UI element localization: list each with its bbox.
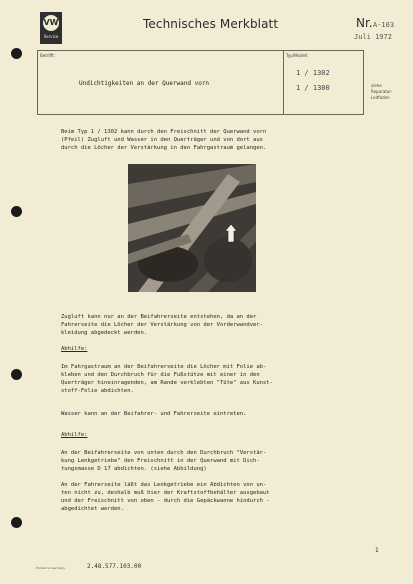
punch-hole (11, 206, 22, 217)
wasser-paragraph: Wasser kann an der Beifahrer- und Fahrerseite eintreten. (61, 411, 247, 417)
number-value: A-103 (373, 21, 395, 29)
printed-note: Printed in Germany (36, 566, 66, 570)
number-label: Nr. (356, 16, 373, 30)
abhilfe-paragraph-2: An der Beifahrerseite von unten durch den Durchbruch "Verstär- kung Lenkgetriebe" den Freischnitt in der Querwand mit Dich- tungsmasse D 17 abdichten. (siehe Abbildung) An der Fahrerseite läßt das Lenkgetriebe ein Abdichten von un- ten nicht zu, deshalb muß hier der Kraftstoffbehälter ausgebaut und der Freischnitt von oben - durch die Gepäckwanne hindurch - abgedichtet werden. (61, 450, 270, 512)
page-number: 1 (375, 547, 379, 554)
page-title: Technisches Merkblatt (143, 17, 279, 31)
intro-paragraph: Beim Typ 1 / 1302 kann durch den Freischnitt der Querwand vorn (Pfeil) Zugluft und Wasser in den Querträger und von dort aus durch die Löcher der Verstärkung in den Fahrgastraum gelangen. (61, 129, 267, 151)
type-model-2: 1 / 1300 (296, 84, 330, 92)
punch-hole (11, 517, 22, 528)
zugluft-paragraph: Zugluft kann nur an der Beifahrerseite entstehen, da an der Fahrerseite die Löcher der Verstärkung von der Vorderwandver- kleidung abgedeckt werden. (61, 314, 263, 336)
subject-text: Undichtigkeiten an der Querwand vorn (79, 80, 210, 87)
vw-logo: VW Service (40, 12, 62, 44)
type-model-1: 1 / 1302 (296, 69, 330, 77)
punch-hole (11, 48, 22, 59)
punch-hole (11, 369, 22, 380)
abhilfe-paragraph-1: Im Fahrgastraum an der Beifahrerseite die Löcher mit Folie ab- kleben und den Durchbruch für die Fußstütze mit einer in den Querträger hineinragenden, am Rande verklebten "Tüte" aus Kunst- stoff-Folie abdichten. (61, 364, 273, 394)
type-label: Typ/Modell: (286, 53, 309, 58)
abhilfe-heading-1: Abhilfe: (61, 346, 88, 352)
abhilfe-heading-2: Abhilfe: (61, 432, 88, 438)
info-box-divider (283, 50, 284, 115)
issue-date: Juli 1972 (354, 33, 392, 41)
photo-querwand (128, 164, 256, 292)
part-number: 2.48.577.103.00 (87, 563, 142, 570)
side-note: siehe Reparatur- Leitfaden (371, 83, 393, 100)
subject-label: Betrifft: (40, 53, 56, 58)
